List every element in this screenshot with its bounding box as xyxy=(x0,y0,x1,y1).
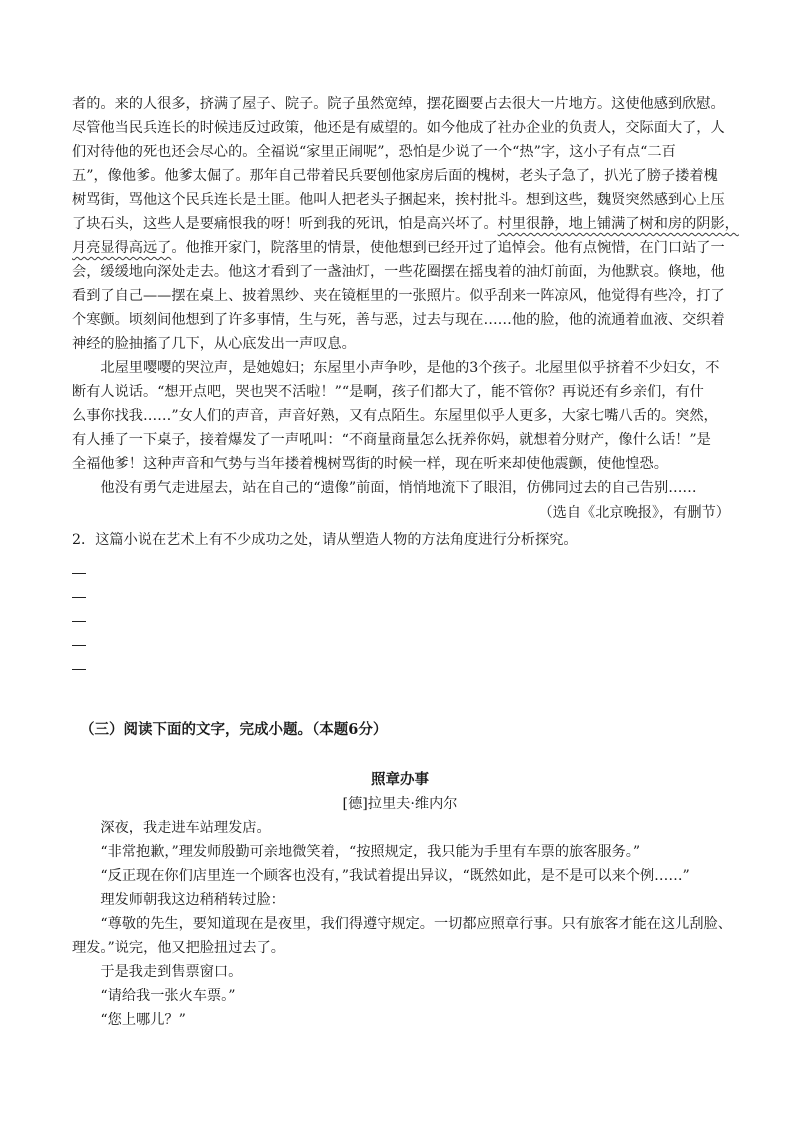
paragraph-line: 树骂街，骂他这个民兵连长是土匪。他叫人把老头子捆起来，挨村批斗。想到这些，魏贤突然感到心上压 xyxy=(72,192,725,208)
paragraph-line: “尊敬的先生，要知道现在是夜里，我们得遵守规定。一切都应照章行事。只有旅客才能在这儿刮脸、 xyxy=(72,916,732,932)
paragraph-line: 会，缓缓地向深处走去。他这才看到了一盏油灯，一些花圈摆在摇曳着的油灯前面，为他默哀。倏地，他 xyxy=(72,264,725,280)
paragraph-line: 深夜，我走进车站理发店。 xyxy=(72,820,271,836)
paragraph-line: “您上哪儿？” xyxy=(72,1012,186,1028)
paragraph-line: 他没有勇气走进屋去，站在自己的“遗像”前面，悄悄地流下了眼泪，仿佛同过去的自己告别…… xyxy=(72,480,697,496)
text-run: 了块石头，这些人是要痛恨我的呀！听到我的死讯，怕是高兴坏了。 xyxy=(72,216,498,232)
paragraph-line xyxy=(72,212,800,236)
paragraph-line: 有人捶了一下桌子，接着爆发了一声吼叫：“不商量商量怎么抚养你妈，就想着分财产，像什么话！”是 xyxy=(72,432,711,448)
paragraph-line: 们对待他的死也还会尽心的。全福说“家里正闹呢”，恐怕是少说了一个“热”字，这小子有点“二百 xyxy=(72,144,676,160)
section-heading: （三）阅读下面的文字，完成小题。（本题6分） xyxy=(80,721,388,738)
story-title: 照章办事 xyxy=(371,771,429,788)
answer-line[interactable] xyxy=(72,597,86,598)
underlined-sentence: 村里很静，地上铺满了树和房的阴影， xyxy=(497,216,739,232)
paragraph-line: 理发。”说完，他又把脸扭过去了。 xyxy=(72,940,285,956)
answer-line[interactable] xyxy=(72,573,86,574)
source-citation: （选自《北京晚报》，有删节） xyxy=(538,505,730,521)
paragraph-line: 神经的脸抽搐了几下，从心底发出一声叹息。 xyxy=(72,336,356,352)
paragraph-line: “反正现在你们店里连一个顾客也没有，”我试着提出异议，“既然如此，是不是可以来个例……” xyxy=(72,868,690,884)
answer-line[interactable] xyxy=(72,669,86,670)
paragraph-line: 么事你找我……”女人们的声音，声音好熟，又有点陌生。东屋里似乎人更多，大家七嘴八舌的。突然， xyxy=(72,408,718,424)
paragraph-line: 全福他爹！这种声音和气势与当年搂着槐树骂街的时候一样，现在听来却使他震颤，使他惶恐。 xyxy=(72,456,668,472)
story-author: [德]拉里夫·维内尔 xyxy=(342,796,458,812)
paragraph-line: “非常抱歉，”理发师殷勤可亲地微笑着，“按照规定，我只能为手里有车票的旅客服务。” xyxy=(72,844,641,860)
underlined-sentence: 月亮显得高远了 xyxy=(72,240,172,256)
text-run: 。他推开家门，院落里的情景，使他想到已经开过了追悼会。他有点惋惜，在门口站了一 xyxy=(171,240,725,256)
paragraph-line: 理发师朝我这边稍稍转过脸： xyxy=(72,892,285,908)
paragraph-line: 北屋里嘤嘤的哭泣声，是她媳妇；东屋里小声争吵，是他的3个孩子。北屋里似乎挤着不少妇女，不 xyxy=(72,360,720,376)
paragraph-line: 五”，像他爹。他爹太倔了。那年自己带着民兵要刨他家房后面的槐树，老头子急了，扒光了膀子搂着槐 xyxy=(72,168,718,184)
paragraph-line: 于是我走到售票窗口。 xyxy=(72,964,243,980)
paragraph-line: 断有人说话。“想开点吧，哭也哭不活啦！”“是啊，孩子们都大了，能不管你？再说还有乡亲们，有什 xyxy=(72,384,704,400)
paragraph-line: 尽管他当民兵连长的时候违反过政策，他还是有威望的。如今他成了社办企业的负责人，交际面大了，人 xyxy=(72,120,725,136)
paragraph-line: 个寒颤。顷刻间他想到了许多事情，生与死，善与恶，过去与现在……他的脸，他的流通着血液、交织着 xyxy=(72,312,725,328)
answer-line[interactable] xyxy=(72,645,86,646)
paragraph-line: “请给我一张火车票。” xyxy=(72,988,236,1004)
answer-line[interactable] xyxy=(72,621,86,622)
paragraph-line xyxy=(72,236,800,260)
paragraph-line: 看到了自己——摆在桌上、披着黑纱、夹在镜框里的一张照片。似乎刮来一阵凉风，他觉得有些冷，打了 xyxy=(72,288,725,304)
paragraph-line: 者的。来的人很多，挤满了屋子、院子。院子虽然宽绰，摆花圈要占去很大一片地方。这使他感到欣慰。 xyxy=(72,96,725,112)
question-2: 2．这篇小说在艺术上有不少成功之处，请从塑造人物的方法角度进行分析探究。 xyxy=(72,532,578,548)
